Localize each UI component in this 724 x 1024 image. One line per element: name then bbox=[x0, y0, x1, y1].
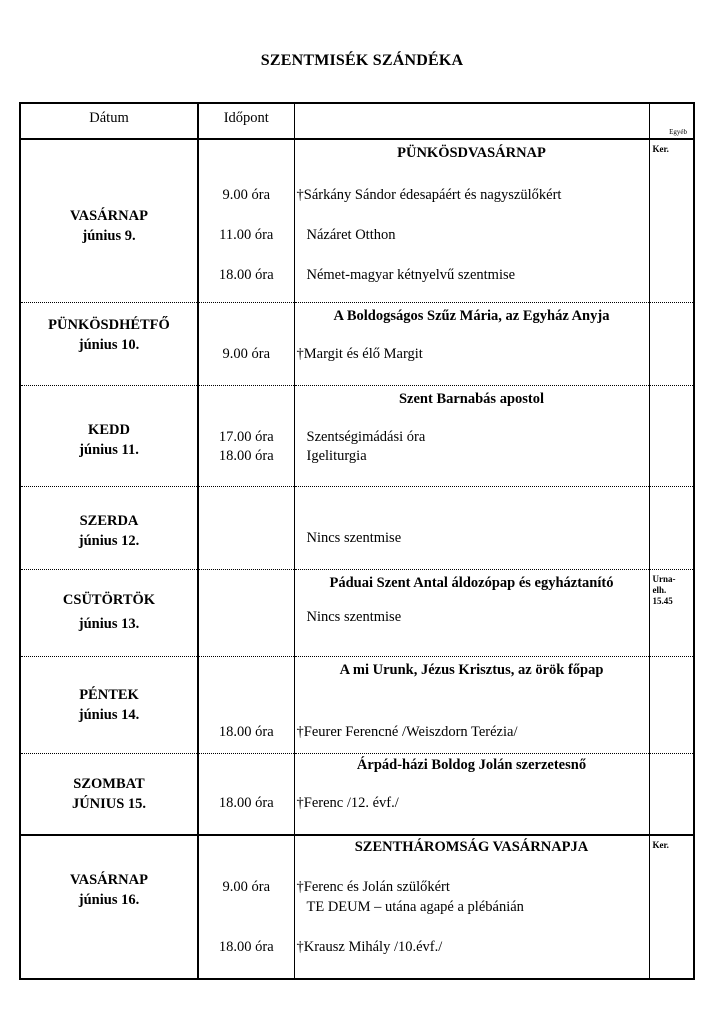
feast-title: Szent Barnabás apostol bbox=[398, 391, 545, 407]
header-other: Egyéb bbox=[669, 128, 687, 136]
mass-time: 18.00 óra bbox=[218, 724, 274, 740]
mass-time: 18.00 óra bbox=[218, 939, 274, 955]
day-date: június 13. bbox=[78, 616, 140, 632]
day-date: június 14. bbox=[78, 707, 140, 723]
day-section bbox=[20, 139, 694, 303]
mass-time: 18.00 óra bbox=[218, 267, 274, 283]
mass-intention: †Margit és élő Margit bbox=[296, 346, 423, 362]
other-note: Ker. bbox=[652, 144, 669, 154]
day-name: PÉNTEK bbox=[79, 687, 139, 703]
table-header-row bbox=[20, 103, 694, 139]
day-date: június 16. bbox=[78, 892, 140, 908]
day-date: június 9. bbox=[82, 228, 136, 244]
day-date: június 10. bbox=[78, 337, 140, 353]
day-section bbox=[20, 303, 694, 386]
mass-time: 9.00 óra bbox=[222, 346, 270, 362]
mass-intention: †Ferenc /12. évf./ bbox=[296, 795, 399, 811]
feast-title: A Boldogságos Szűz Mária, az Egyház Anyja bbox=[333, 308, 610, 324]
mass-intention: †Feurer Ferencné /Weiszdorn Terézia/ bbox=[296, 724, 518, 740]
day-date: JÚNIUS 15. bbox=[71, 796, 147, 812]
day-section bbox=[20, 835, 694, 979]
mass-intention: Nincs szentmise bbox=[306, 530, 402, 546]
day-name: PÜNKÖSDHÉTFŐ bbox=[48, 317, 170, 333]
header-time: Időpont bbox=[223, 110, 269, 126]
header-intention bbox=[295, 104, 649, 109]
day-section bbox=[20, 487, 694, 570]
other-note: Ker. bbox=[652, 840, 669, 850]
day-name: VASÁRNAP bbox=[70, 208, 148, 224]
mass-intention: †Krausz Mihály /10.évf./ bbox=[296, 939, 443, 955]
mass-time: 11.00 óra bbox=[219, 227, 274, 243]
day-name: CSÜTÖRTÖK bbox=[62, 592, 156, 608]
header-date: Dátum bbox=[89, 110, 129, 126]
mass-intention: Nincs szentmise bbox=[306, 609, 402, 625]
day-date: június 12. bbox=[78, 533, 140, 549]
mass-intention: Szentségimádási óra bbox=[306, 429, 426, 445]
day-section bbox=[20, 570, 694, 657]
feast-title: Páduai Szent Antal áldozópap és egyháztanító bbox=[329, 575, 614, 591]
day-name: SZERDA bbox=[79, 513, 139, 529]
day-section bbox=[20, 657, 694, 754]
mass-intention: TE DEUM – utána agapé a plébánián bbox=[306, 899, 524, 915]
day-name: SZOMBAT bbox=[73, 776, 145, 792]
day-date: június 11. bbox=[79, 442, 139, 458]
page-title: SZENTMISÉK SZÁNDÉKA bbox=[260, 52, 464, 69]
mass-intention: Igeliturgia bbox=[306, 448, 367, 464]
mass-time: 9.00 óra bbox=[222, 879, 270, 895]
day-section bbox=[20, 386, 694, 487]
other-note: Urna- elh. 15.45 bbox=[652, 574, 676, 606]
mass-time: 9.00 óra bbox=[222, 187, 270, 203]
mass-intention: †Ferenc és Jolán szülőkért bbox=[296, 879, 450, 895]
mass-intention: Názáret Otthon bbox=[306, 227, 396, 243]
mass-time: 18.00 óra bbox=[218, 448, 274, 464]
mass-schedule-table bbox=[19, 102, 695, 980]
day-name: VASÁRNAP bbox=[70, 872, 148, 888]
day-section bbox=[20, 754, 694, 836]
feast-title: Árpád-házi Boldog Jolán szerzetesnő bbox=[356, 757, 587, 773]
feast-title: PÜNKÖSDVASÁRNAP bbox=[397, 145, 546, 161]
feast-title: SZENTHÁROMSÁG VASÁRNAPJA bbox=[354, 839, 589, 855]
mass-intention: †Sárkány Sándor édesapáért és nagyszülőkért bbox=[296, 187, 562, 203]
day-name: KEDD bbox=[88, 422, 130, 438]
feast-title: A mi Urunk, Jézus Krisztus, az örök főpap bbox=[339, 662, 604, 678]
mass-time: 18.00 óra bbox=[218, 795, 274, 811]
mass-intention: Német-magyar kétnyelvű szentmise bbox=[306, 267, 516, 283]
mass-time: 17.00 óra bbox=[218, 429, 274, 445]
